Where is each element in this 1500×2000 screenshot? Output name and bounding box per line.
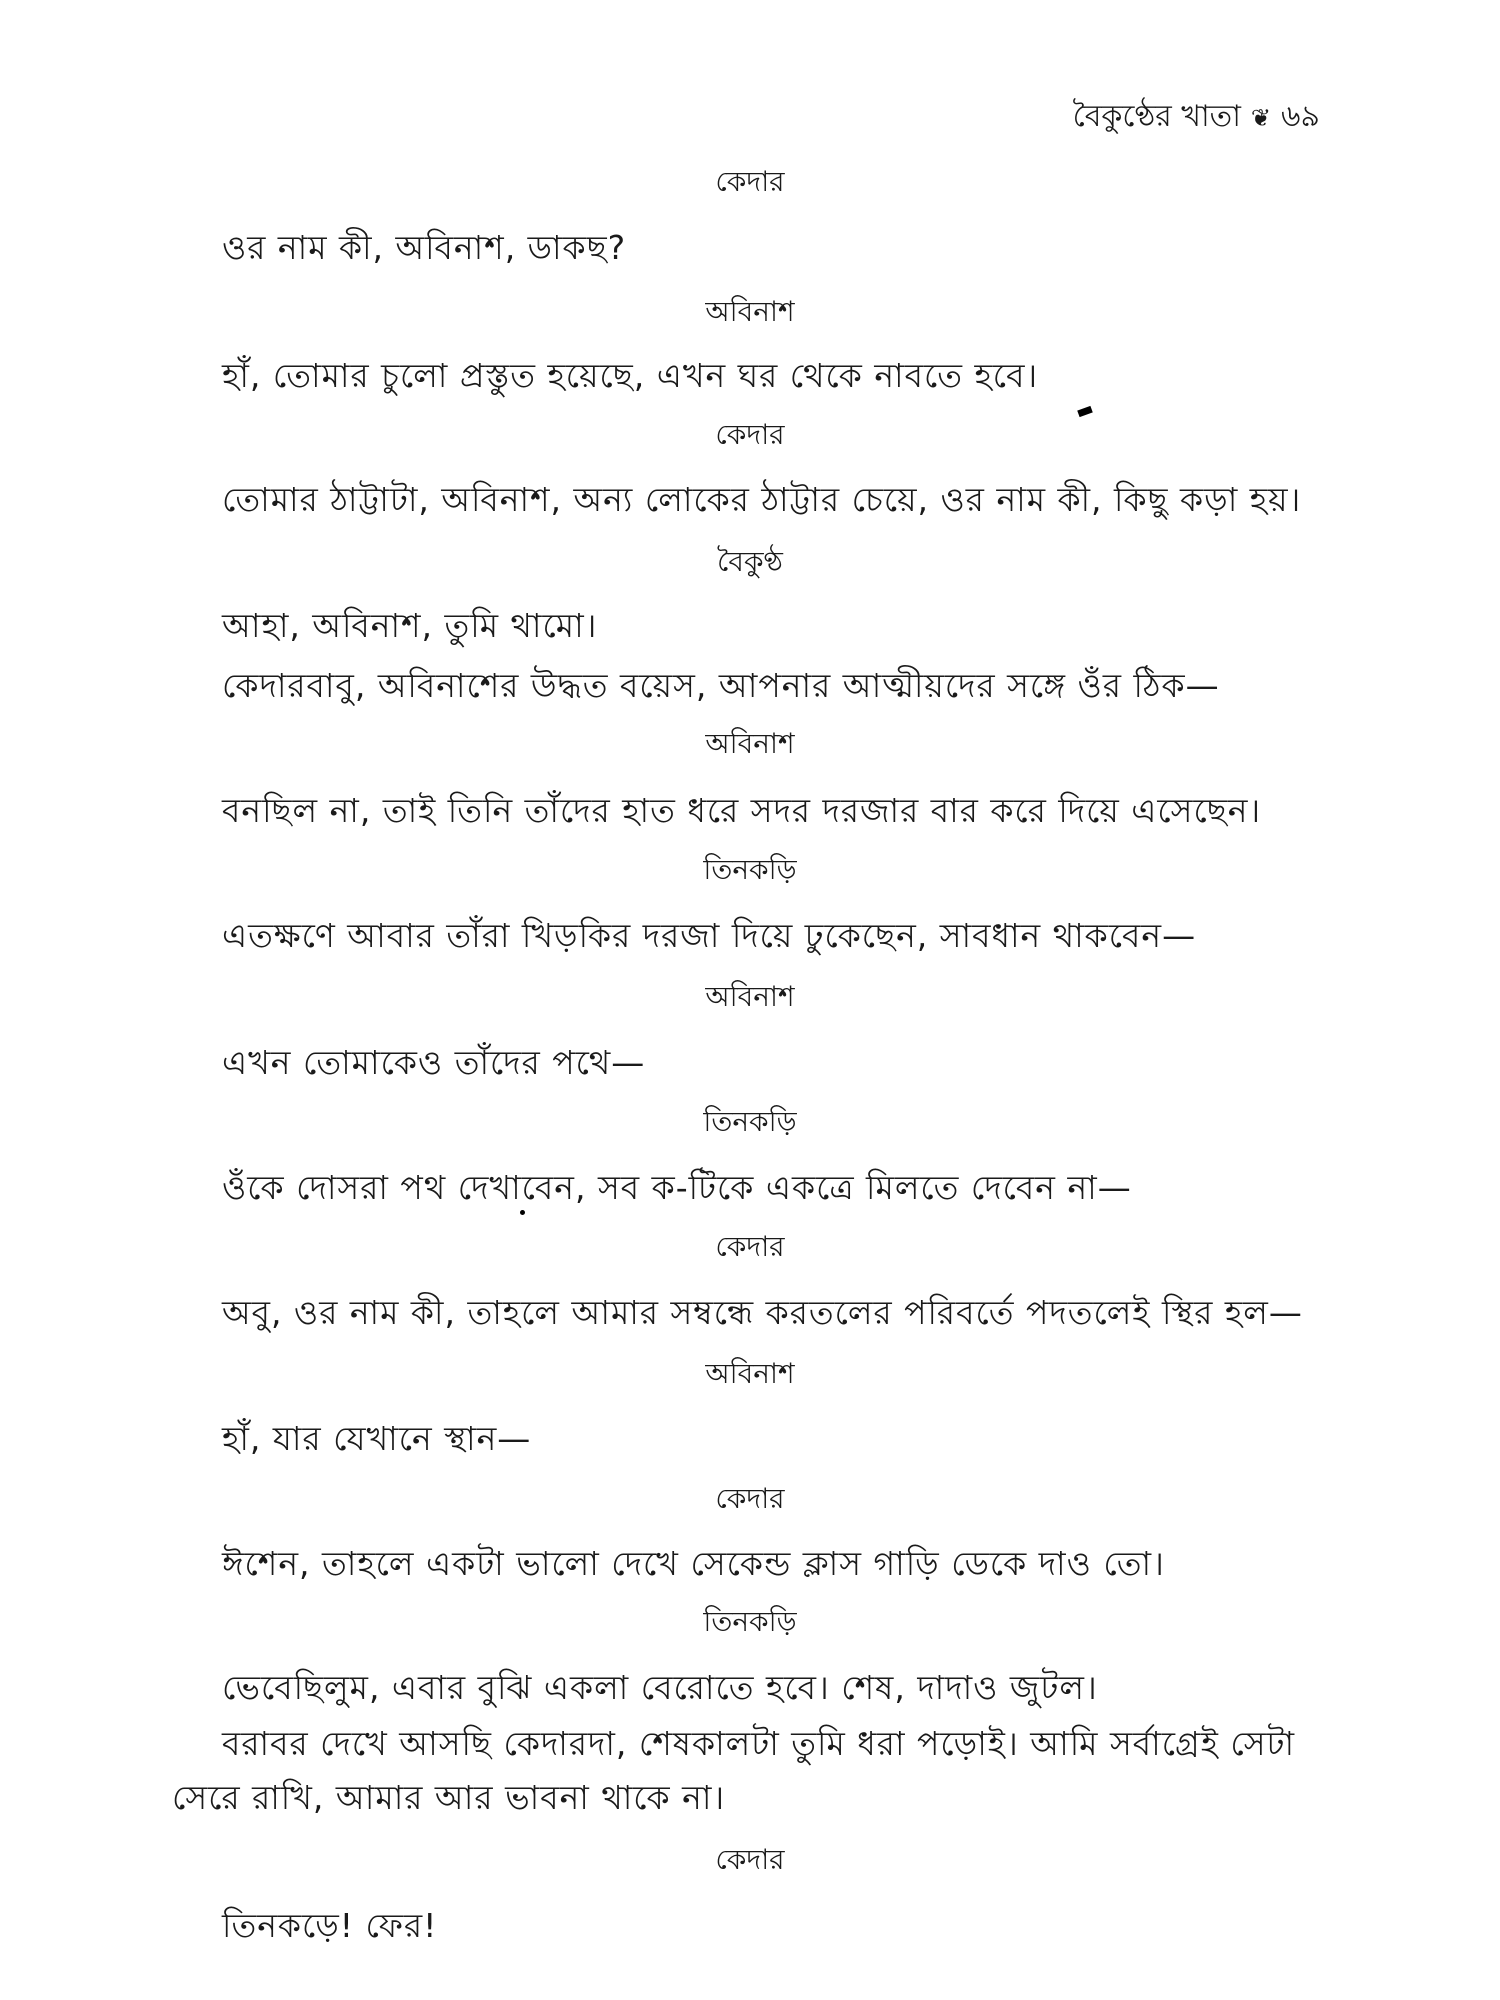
dialogue-line: এতক্ষণে আবার তাঁরা খিড়কির দরজা দিয়ে ঢুকেছেন, সাবধান থাকবেন— [222, 916, 1197, 955]
dialogue-line: কেদারবাবু, অবিনাশের উদ্ধত বয়েস, আপনার আত্মীয়দের সঙ্গে ওঁর ঠিক— [222, 666, 1220, 705]
dialogue-line: ঈশেন, তাহলে একটা ভালো দেখে সেকেন্ড ক্লাস গাড়ি ডেকে দাও তো। [222, 1544, 1165, 1583]
ink-speck [520, 1210, 525, 1215]
speaker-name: অবিনাশ [705, 295, 795, 328]
dialogue-line: তিনকড়ে! ফের! [222, 1906, 438, 1945]
running-title: বৈকুণ্ঠের খাতা [1072, 99, 1241, 134]
speaker-name: কেদার [715, 165, 785, 198]
dialogue-line: হাঁ, তোমার চুলো প্রস্তুত হয়েছে, এখন ঘর থেকে নাবতে হবে। [222, 356, 1039, 395]
dialogue-line: ওঁকে দোসরা পথ দেখাবেন, সব ক-টিকে একত্রে মিলতে দেবেন না— [222, 1168, 1132, 1207]
dialogue-line: অবু, ওর নাম কী, তাহলে আমার সম্বন্ধে করতলের পরিবর্তে পদতলেই স্থির হল— [222, 1293, 1303, 1332]
flower-ornament-icon: ❦ [1250, 103, 1272, 132]
page-header [1073, 92, 1320, 143]
speaker-name: কেদার [715, 1843, 785, 1876]
dialogue-line: বনছিল না, তাই তিনি তাঁদের হাত ধরে সদর দরজার বার করে দিয়ে এসেছেন। [222, 791, 1262, 830]
speaker-name: অবিনাশ [705, 1357, 795, 1390]
speaker-name: কেদার [715, 1482, 785, 1515]
speaker-name: কেদার [715, 418, 785, 451]
dialogue-line: এখন তোমাকেও তাঁদের পথে— [222, 1043, 646, 1082]
speaker-name: তিনকড়ি [703, 1605, 797, 1638]
speaker-name: অবিনাশ [705, 980, 795, 1013]
speaker-name: অবিনাশ [705, 727, 795, 760]
dialogue-line: ভেবেছিলুম, এবার বুঝি একলা বেরোতে হবে। শেষ, দাদাও জুটল। [222, 1668, 1098, 1707]
speaker-name: তিনকড়ি [703, 1105, 797, 1138]
dialogue-line: হাঁ, যার যেখানে স্থান— [222, 1419, 532, 1458]
speaker-name: তিনকড়ি [703, 853, 797, 886]
dialogue-line: তোমার ঠাট্টাটা, অবিনাশ, অন্য লোকের ঠাট্টার চেয়ে, ওর নাম কী, কিছু কড়া হয়। [222, 480, 1302, 519]
speaker-name: বৈকুণ্ঠ [717, 545, 783, 578]
dialogue-line: সেরে রাখি, আমার আর ভাবনা থাকে না। [172, 1778, 726, 1817]
page-number: ৬৯ [1281, 99, 1320, 134]
dialogue-line: আহা, অবিনাশ, তুমি থামো। [222, 606, 598, 645]
dialogue-line: বরাবর দেখে আসছি কেদারদা, শেষকালটা তুমি ধরা পড়োই। আমি সর্বাগ্রেই সেটা [222, 1724, 1296, 1763]
dialogue-line: ওর নাম কী, অবিনাশ, ডাকছ? [222, 228, 627, 267]
speaker-name: কেদার [715, 1230, 785, 1263]
